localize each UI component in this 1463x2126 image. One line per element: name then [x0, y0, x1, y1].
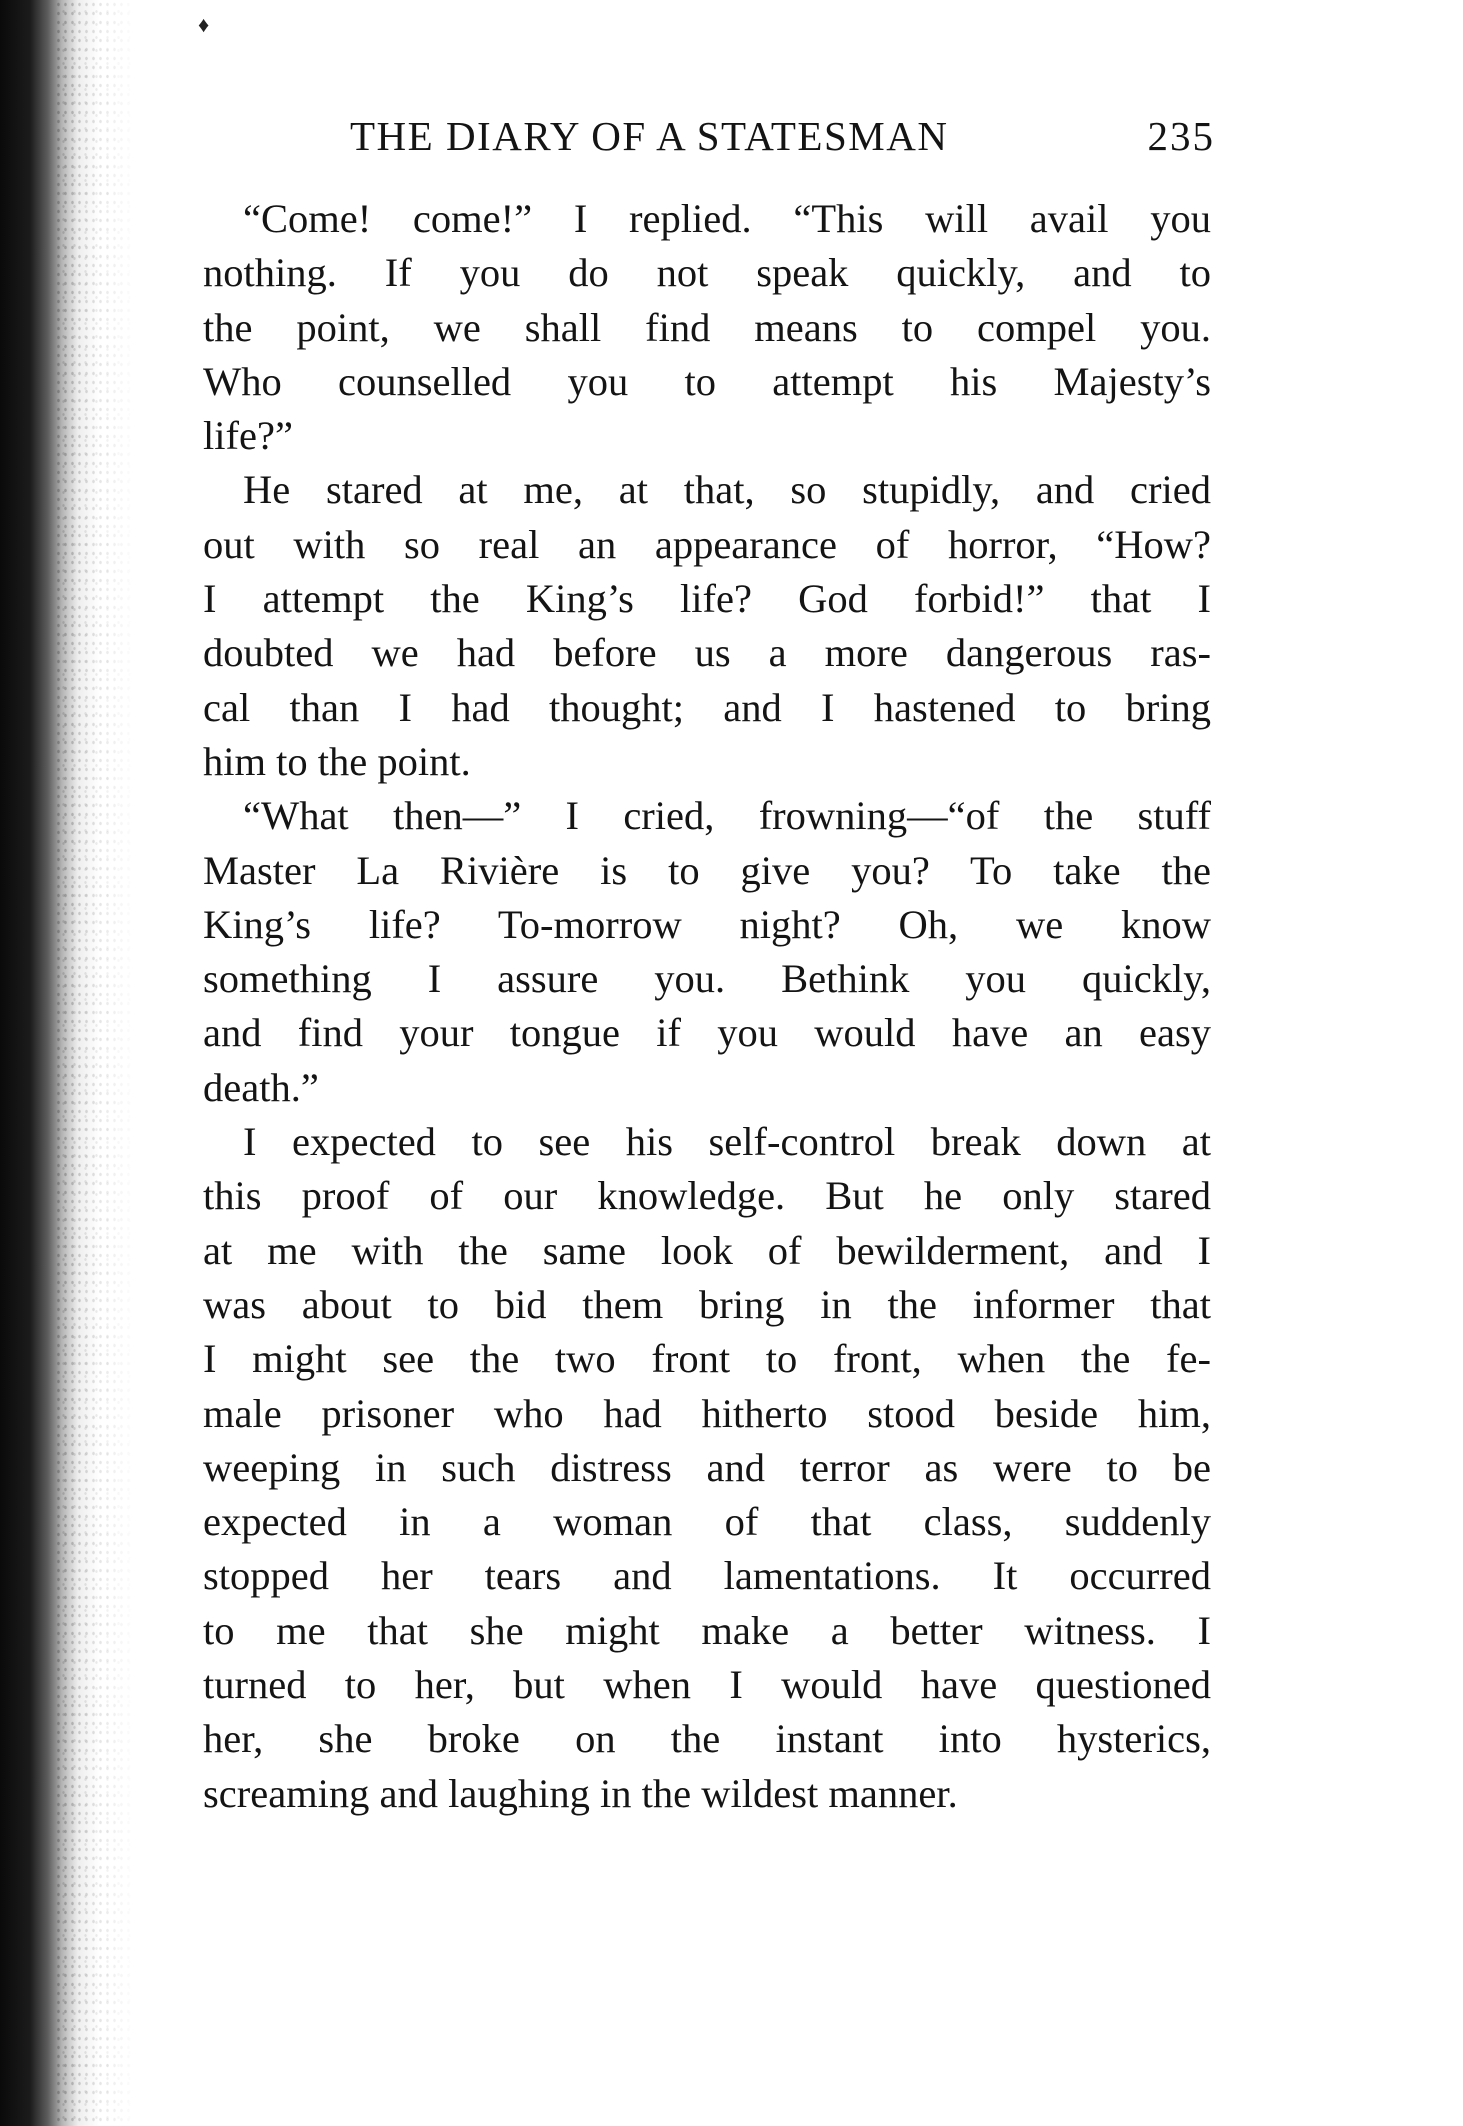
text-line: the point, we shall find means to compel you. [203, 304, 1211, 350]
running-head-title: THE DIARY OF A STATESMAN [350, 113, 949, 159]
text-line: Master La Rivière is to give you? To take the [203, 847, 1211, 893]
text-line: life?” [203, 413, 293, 459]
text-line: doubted we had before us a more dangerous ras- [203, 630, 1211, 676]
text-line: was about to bid them bring in the informer that [203, 1281, 1211, 1327]
binding-gutter-speckle [55, 0, 135, 2126]
text-line: He stared at me, at that, so stupidly, and cried [243, 467, 1211, 513]
text-line: King’s life? To-morrow night? Oh, we know [203, 901, 1211, 947]
text-line: Who counselled you to attempt his Majesty’s [203, 358, 1211, 404]
text-line: out with so real an appearance of horror, “How? [203, 521, 1211, 567]
text-line: “Come! come!” I replied. “This will avail you [243, 196, 1211, 241]
text-line: I expected to see his self-control break down at [243, 1119, 1211, 1165]
text-line: nothing. If you do not speak quickly, and to [203, 250, 1211, 296]
page-body-text [203, 192, 1211, 1821]
text-line: male prisoner who had hitherto stood beside him, [203, 1390, 1211, 1436]
text-line: her, she broke on the instant into hysterics, [203, 1716, 1211, 1762]
text-line: and find your tongue if you would have an easy [203, 1010, 1211, 1056]
text-line: at me with the same look of bewilderment, and I [203, 1227, 1211, 1273]
text-line: I might see the two front to front, when the fe- [203, 1336, 1211, 1382]
text-line: screaming and laughing in the wildest manner. [203, 1770, 958, 1816]
page-top-mark: ♦ [198, 12, 210, 37]
text-line: cal than I had thought; and I hastened to bring [203, 684, 1211, 730]
page-number: 235 [1147, 113, 1215, 159]
text-line: to me that she might make a better witness. I [203, 1607, 1211, 1653]
text-line: death.” [203, 1064, 319, 1110]
text-line: I attempt the King’s life? God forbid!” that I [203, 576, 1211, 622]
text-line: stopped her tears and lamentations. It occurred [203, 1553, 1211, 1599]
text-line: turned to her, but when I would have questioned [203, 1662, 1211, 1708]
text-line: something I assure you. Bethink you quickly, [203, 956, 1211, 1002]
text-line: “What then—” I cried, frowning—“of the stuff [243, 793, 1211, 839]
text-line: expected in a woman of that class, suddenly [203, 1499, 1211, 1545]
page-header [350, 112, 1215, 172]
text-line: this proof of our knowledge. But he only stared [203, 1173, 1211, 1219]
text-line: weeping in such distress and terror as were to be [203, 1444, 1211, 1490]
text-line: him to the point. [203, 738, 471, 784]
